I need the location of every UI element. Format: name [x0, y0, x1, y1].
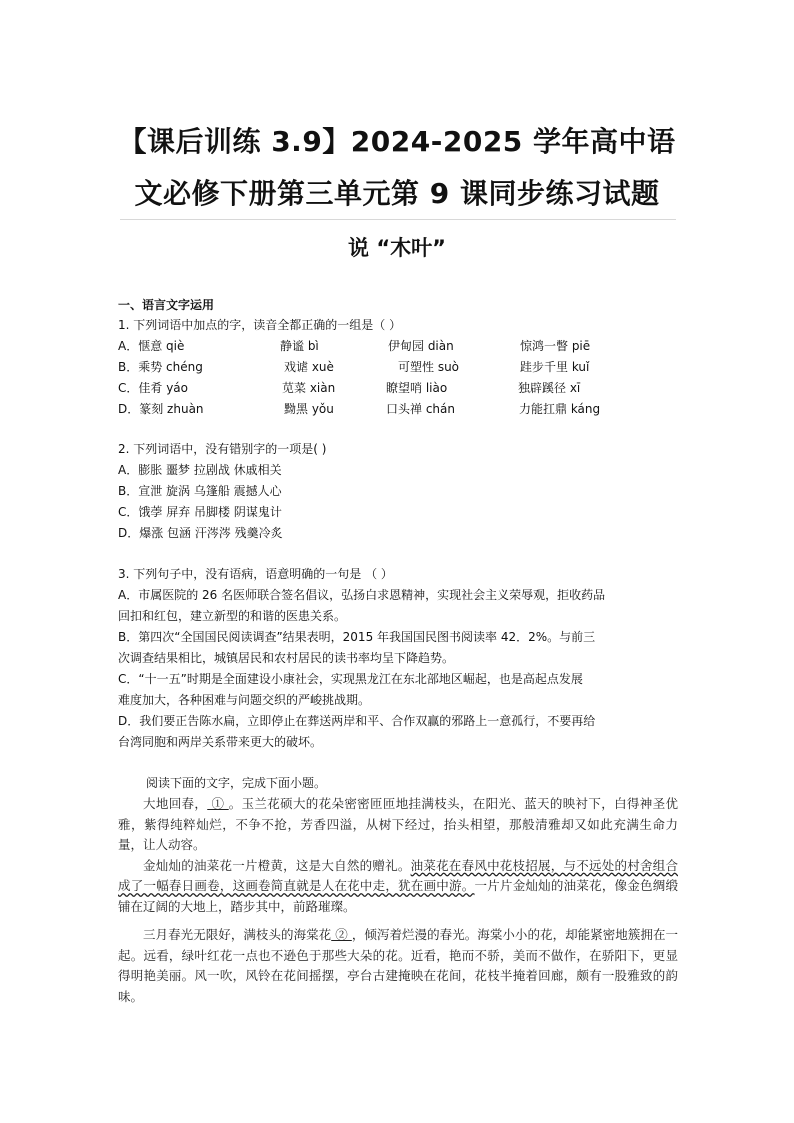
q2-option-d: D．爆涨 包涵 汗涔涔 残羹冷炙	[118, 526, 283, 540]
blank-1: ①	[207, 796, 229, 811]
q1-b-4: 跬步千里 kuǐ	[520, 360, 590, 374]
p1-text-b: 。玉兰花硕大的花朵密密匝匝地挂满枝头，在阳光、蓝天的映衬下，白得神圣优雅，紫得纯粹灿烂，不争不抢，芳香四溢，从树下经过，抬头相望，那般清雅却又如此充满生命力量，让人动容。	[118, 796, 678, 852]
q1-b-2: 戏谑 xuè	[284, 360, 334, 374]
passage-paragraph-2	[118, 856, 678, 918]
reading-intro: 阅读下面的文字，完成下面小题。	[146, 776, 327, 790]
doc-title-line-1: 【课后训练 3.9】2024-2025 学年高中语	[118, 125, 676, 158]
q1-a-1: A．惬意 qiè	[118, 339, 185, 353]
doc-title-line-2: 文必修下册第三单元第 9 课同步练习试题	[134, 177, 660, 210]
q1-d-1: D．篆刻 zhuàn	[118, 402, 204, 416]
q3-option-a-line2: 回扣和红包，建立新型的和谐的医患关系。	[118, 609, 347, 623]
blank-2: ②	[331, 927, 352, 942]
lesson-title: 说 “木叶”	[348, 236, 446, 260]
q3-option-a-line1: A．市属医院的 26 名医师联合签名倡议，弘扬白求恩精神，实现社会主义荣辱观，拒收药品	[118, 588, 606, 602]
q1-c-3: 瞭望哨 liào	[386, 381, 448, 395]
title-divider	[120, 219, 676, 220]
q3-stem: 3. 下列句子中，没有语病，语意明确的一句是 （ ）	[118, 567, 393, 581]
passage-paragraph-3	[118, 925, 678, 1007]
q1-option-d	[118, 401, 600, 417]
passage-paragraph-1	[118, 794, 678, 856]
q3-option-d-line2: 台湾同胞和两岸关系带来更大的破坏。	[118, 735, 323, 749]
section-heading: 一、语言文字运用	[118, 298, 215, 312]
q1-b-1: B．乘势 chéng	[118, 360, 203, 374]
q1-b-3: 可塑性 suò	[398, 360, 460, 374]
q1-c-2: 苋菜 xiàn	[282, 381, 336, 395]
q1-option-b	[118, 359, 589, 375]
q2-option-a: A．膨胀 噩梦 拉剧战 休戚相关	[118, 463, 282, 477]
q3-option-c-line2: 难度加大，各种困难与问题交织的严峻挑战期。	[118, 693, 371, 707]
p2-text-b: 一片片金灿灿的油菜花，像金色绸缎铺在辽阔的大地上，踏步其中，前路璀璨。	[118, 878, 678, 914]
q2-option-c: C．饿荸 屏弃 吊脚楼 阴谋鬼计	[118, 505, 282, 519]
reading-passage	[118, 794, 678, 1007]
p2-underlined-sentence: 油菜花在春风中花枝招展，与不远处的村舍组合成了一幅春日画卷，这画卷简直就是人在花中走，犹在画中游。	[118, 857, 678, 893]
q1-a-4: 惊鸿一瞥 piē	[520, 339, 591, 353]
q1-option-c	[118, 380, 580, 396]
q2-option-b: B．宣泄 旋涡 乌篷船 震撼人心	[118, 484, 282, 498]
q3-option-b-line2: 次调查结果相比，城镇居民和农村居民的读书率均呈下降趋势。	[118, 651, 455, 665]
q3-option-c-line1: C．“十一五”时期是全面建设小康社会，实现黑龙江在东北部地区崛起，也是高起点发展	[118, 672, 583, 686]
q1-option-a	[118, 338, 590, 354]
q1-d-3: 口头禅 chán	[386, 402, 455, 416]
q1-c-1: C．佳肴 yáo	[118, 381, 188, 395]
p1-text-a: 大地回春，	[143, 796, 208, 811]
q1-d-4: 力能扛鼎 káng	[519, 402, 601, 416]
p3-text-a: 三月春光无限好，满枝头的海棠花	[143, 927, 332, 942]
q1-stem: 1. 下列词语中加点的字，读音全都正确的一组是（ ）	[118, 318, 402, 332]
q1-c-4: 独辟蹊径 xī	[518, 381, 581, 395]
q3-option-b-line1: B．第四次“全国国民阅读调查”结果表明，2015 年我国国民图书阅读率 42．2%。与前三	[118, 630, 596, 644]
q1-d-2: 黝黑 yǒu	[284, 402, 334, 416]
q1-a-2: 静谧 bì	[280, 339, 319, 353]
q2-stem: 2. 下列词语中，没有错别字的一项是( )	[118, 442, 327, 456]
q3-option-d-line1: D．我们要正告陈水扁，立即停止在葬送两岸和平、合作双赢的邪路上一意孤行，不要再给	[118, 714, 596, 728]
p3-text-b: ，倾泻着烂漫的春光。海棠小小的花，却能紧密地簇拥在一起。远看，绿叶红花一点也不逊色于那些大朵的花。近看，艳而不骄，美而不做作，在骄阳下，更显得明艳美丽。风一吹，风铃在花间摇摆，亭台古建掩映在花间，花枝半掩着回廊，颇有一股雅致的韵味。	[118, 927, 678, 1004]
q1-a-3: 伊甸园 diàn	[388, 339, 454, 353]
p2-text-a: 金灿灿的油菜花一片橙黄，这是大自然的赠礼。	[143, 857, 411, 873]
